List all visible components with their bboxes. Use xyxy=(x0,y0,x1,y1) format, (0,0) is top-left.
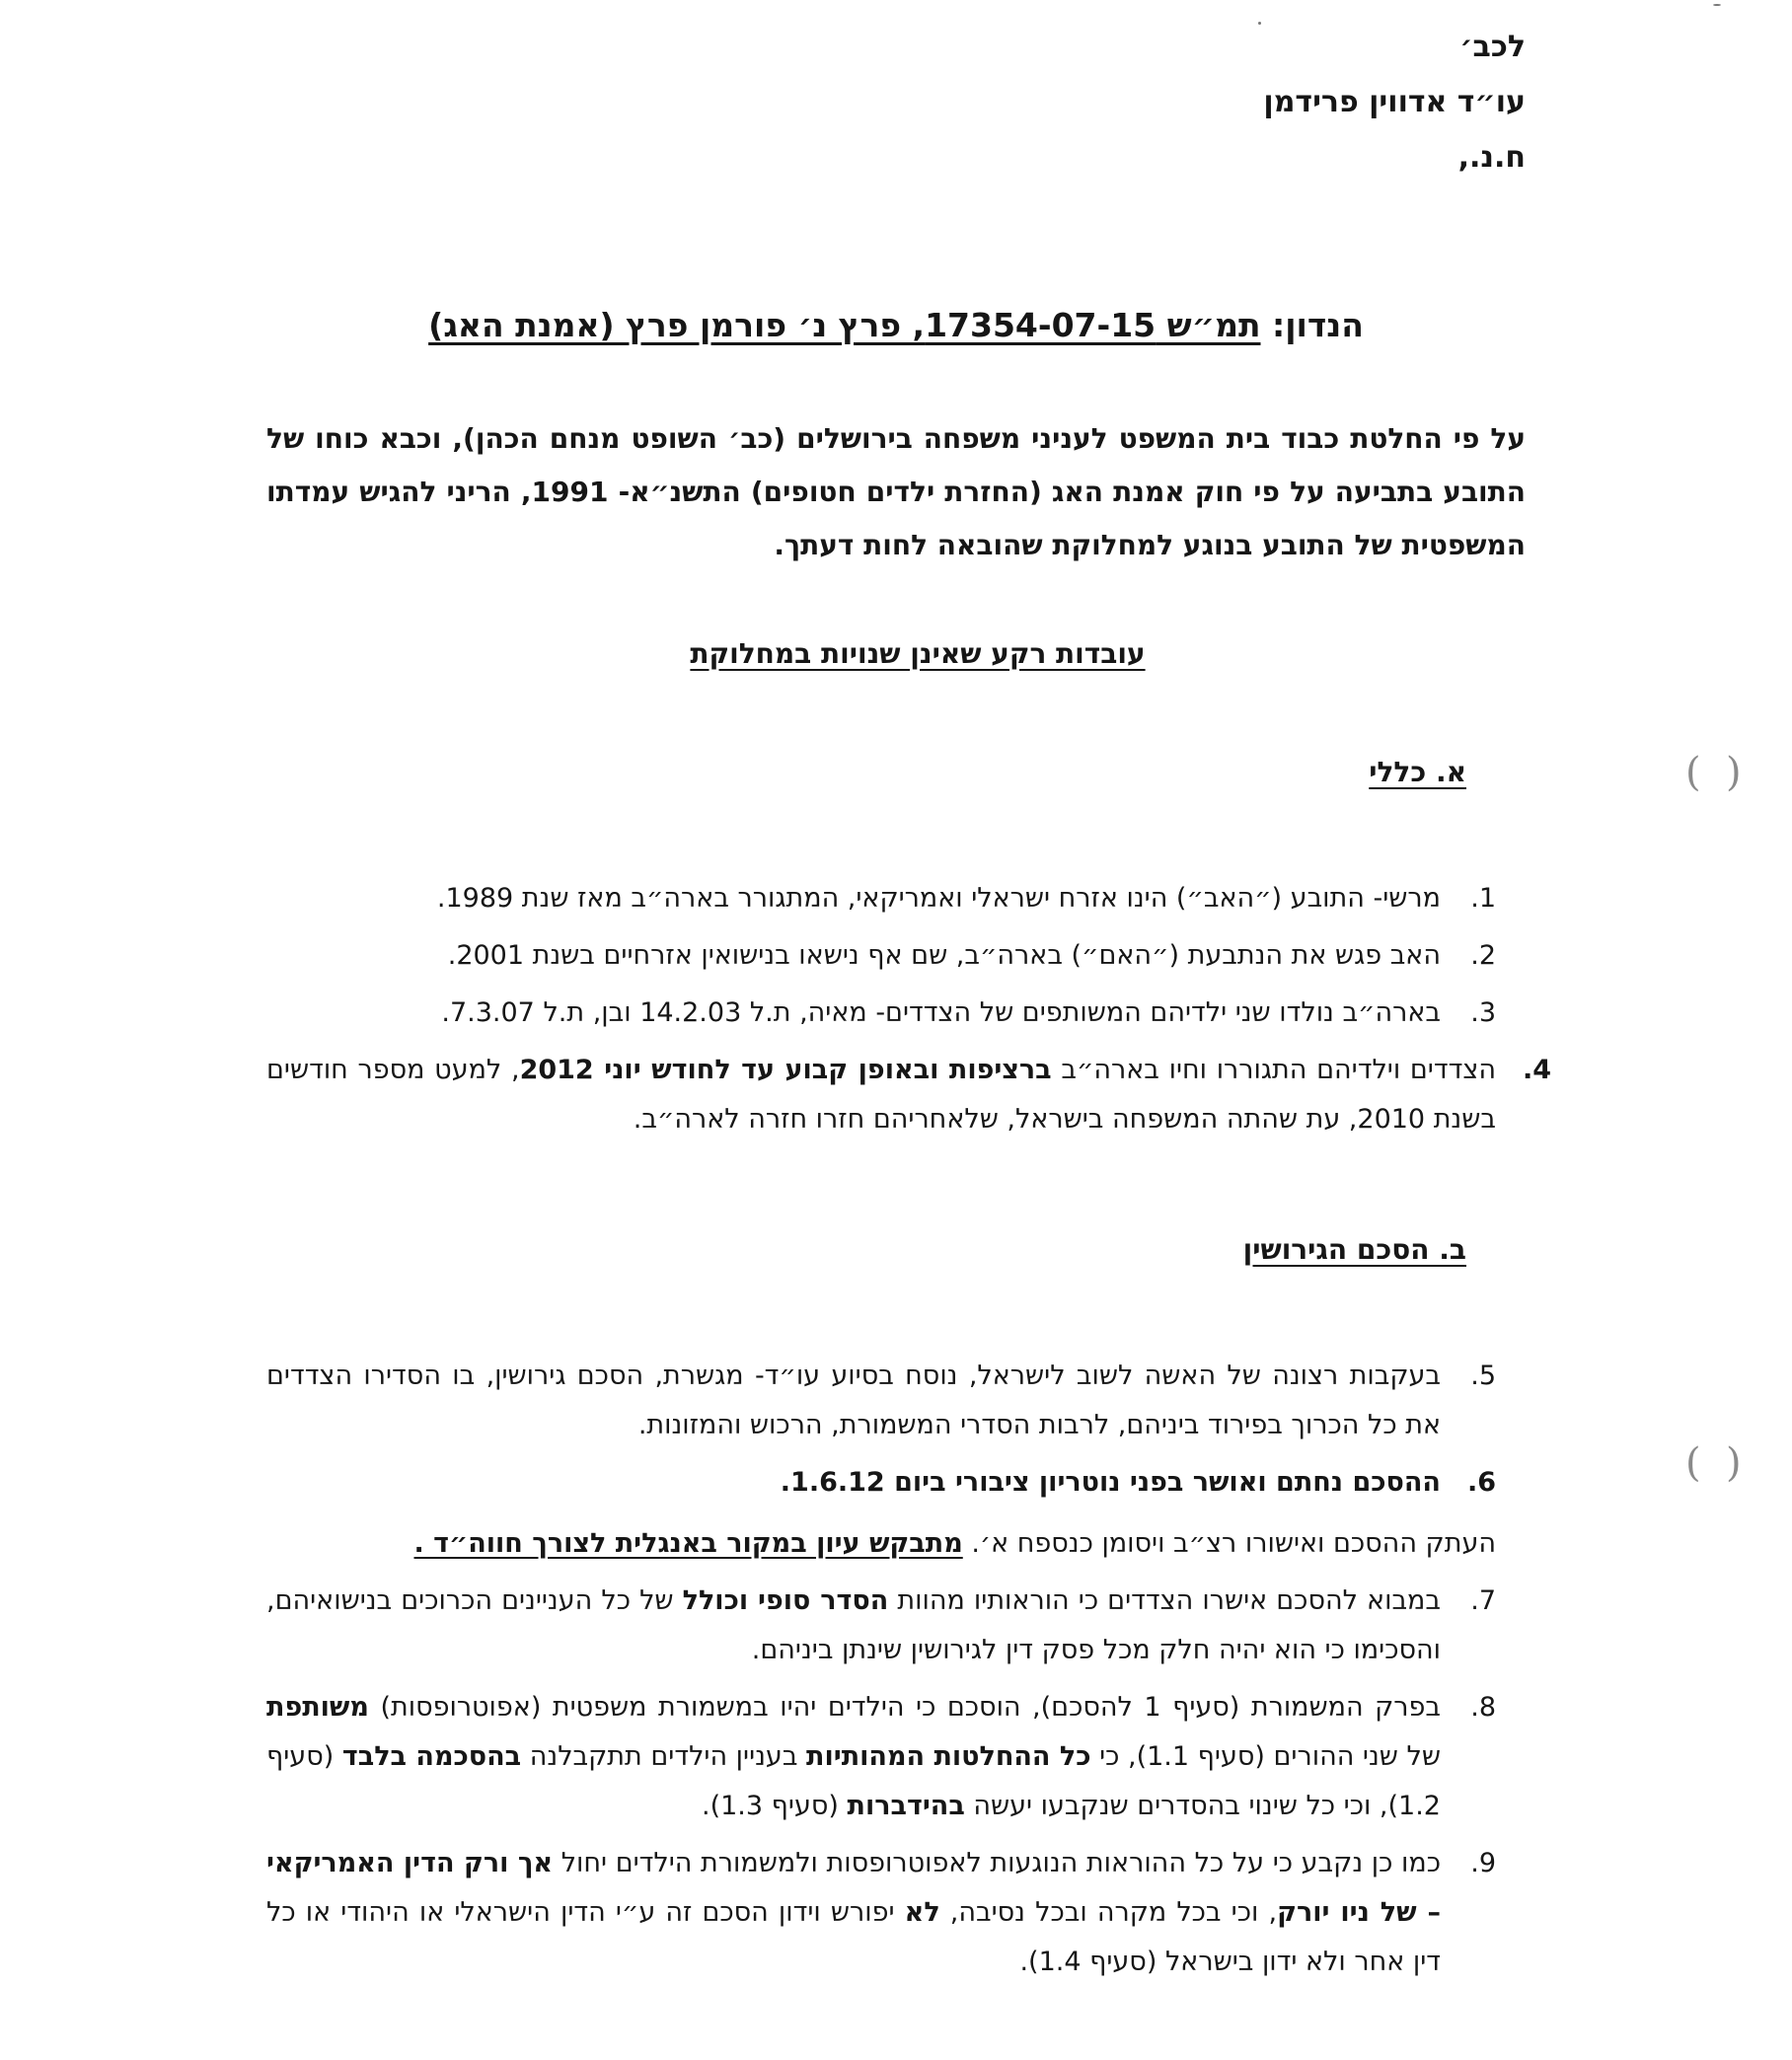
intro-paragraph: על פי החלטת כבוד בית המשפט לעניני משפחה בירושלים (כב׳ השופט מנחם הכהן), וכבא כוחו של התובע בתביעה על פי חוק אמנת האג (החזרת ילדים חטופים) התשנ״א- 1991, הריני להגיש עמדתו המשפטית של התובע בנוגע למחלוקת שהובאה לחות דעתך. xyxy=(266,422,1526,561)
margin-hole-mark: ( ) xyxy=(1685,750,1742,795)
addressee-name: עו״ד אדווין פרידמן xyxy=(1263,85,1526,119)
section-b-title: ב. הסכם הגירושין xyxy=(1242,1233,1466,1266)
section-b-list-cont xyxy=(266,1577,1496,1995)
section-b-list xyxy=(266,1352,1496,1515)
subject-label: הנדון: xyxy=(1272,306,1364,344)
subject-line xyxy=(385,306,1407,344)
section-a-title: א. כללי xyxy=(1369,756,1466,788)
scan-speck xyxy=(1713,4,1721,6)
addressee-greeting: ח.נ., xyxy=(1457,140,1526,175)
list-item: 9. כמו כן נקבע כי על כל ההוראות הנוגעות לאפוטרופסות ולמשמורת הילדים יחול אך ורק הדין האמריקאי – של ניו יורק, וכי בכל מקרה ובכל נסיבה, לא יפורש וידון הסכם זה ע״י הדין הישראלי או היהודי או כל דין אחר ולא ידון בישראל (סעיף 1.4). xyxy=(266,1848,1496,1977)
list-item: 7. במבוא להסכם אישרו הצדדים כי הוראותיו מהוות הסדר סופי וכולל של כל העניינים הכרוכים בנישואיהם, והסכימו כי הוא יהיה חלק מכל פסק דין לגירושין שינתן ביניהם. xyxy=(266,1585,1496,1665)
list-item: 2. האב פגש את הנתבעת (״האם״) בארה״ב, שם אף נישאו בנישואין אזרחיים בשנת 2001. xyxy=(447,940,1496,971)
subject-case: תמ״ש 17354-07-15, פרץ נ׳ פורמן פרץ (אמנת האג) xyxy=(428,306,1261,344)
list-item: 6. ההסכם נחתם ואושר בפני נוטריון ציבורי ביום 1.6.12. xyxy=(780,1467,1496,1498)
list-item: 4. הצדדים וילדיהם התגוררו וחיו בארה״ב ברציפות ובאופן קבוע עד לחודש יוני 2012, למעט מספר חודשים בשנת 2010, עת שהתה המשפחה בישראל, שלאחריהם חזרו חזרה לארה״ב. xyxy=(266,1055,1551,1135)
list-item: 5. בעקבות רצונה של האשה לשוב לישראל, נוסח בסיוע עו״ד- מגשרת, הסכם גירושין, בו הסדירו הצדדים את כל הכרוך בפירוד ביניהם, לרבות הסדרי המשמורת, הרכוש והמזונות. xyxy=(266,1361,1496,1440)
section-a-list xyxy=(266,874,1551,1152)
background-heading: עובדות רקע שאינן שנויות במחלוקת xyxy=(690,637,1146,670)
annex-note: העתק ההסכם ואישורו רצ״ב ויסומן כנספח א׳. מתבקש עיון במקור באנגלית לצורך חווה״ד . xyxy=(413,1528,1496,1559)
margin-hole-mark: ( ) xyxy=(1685,1440,1742,1486)
scan-speck xyxy=(1258,22,1261,25)
list-item: 8. בפרק המשמורת (סעיף 1 להסכם), הוסכם כי הילדים יהיו במשמורת משפטית (אפוטרופסות) משותפת של שני ההורים (סעיף 1.1), כי כל ההחלטות המהותיות בעניין הילדים תתקבלנה בהסכמה בלבד (סעיף 1.2), וכי כל שינוי בהסדרים שנקבעו יעשה בהידברות (סעיף 1.3). xyxy=(266,1692,1496,1821)
list-item: 1. מרשי- התובע (״האב״) הינו אזרח ישראלי ואמריקאי, המתגורר בארה״ב מאז שנת 1989. xyxy=(436,883,1496,914)
addressee-title: לכב׳ xyxy=(1459,30,1526,64)
list-item: 3. בארה״ב נולדו שני ילדיהם המשותפים של הצדדים- מאיה, ת.ל 14.2.03 ובן, ת.ל 7.3.07. xyxy=(441,997,1496,1028)
